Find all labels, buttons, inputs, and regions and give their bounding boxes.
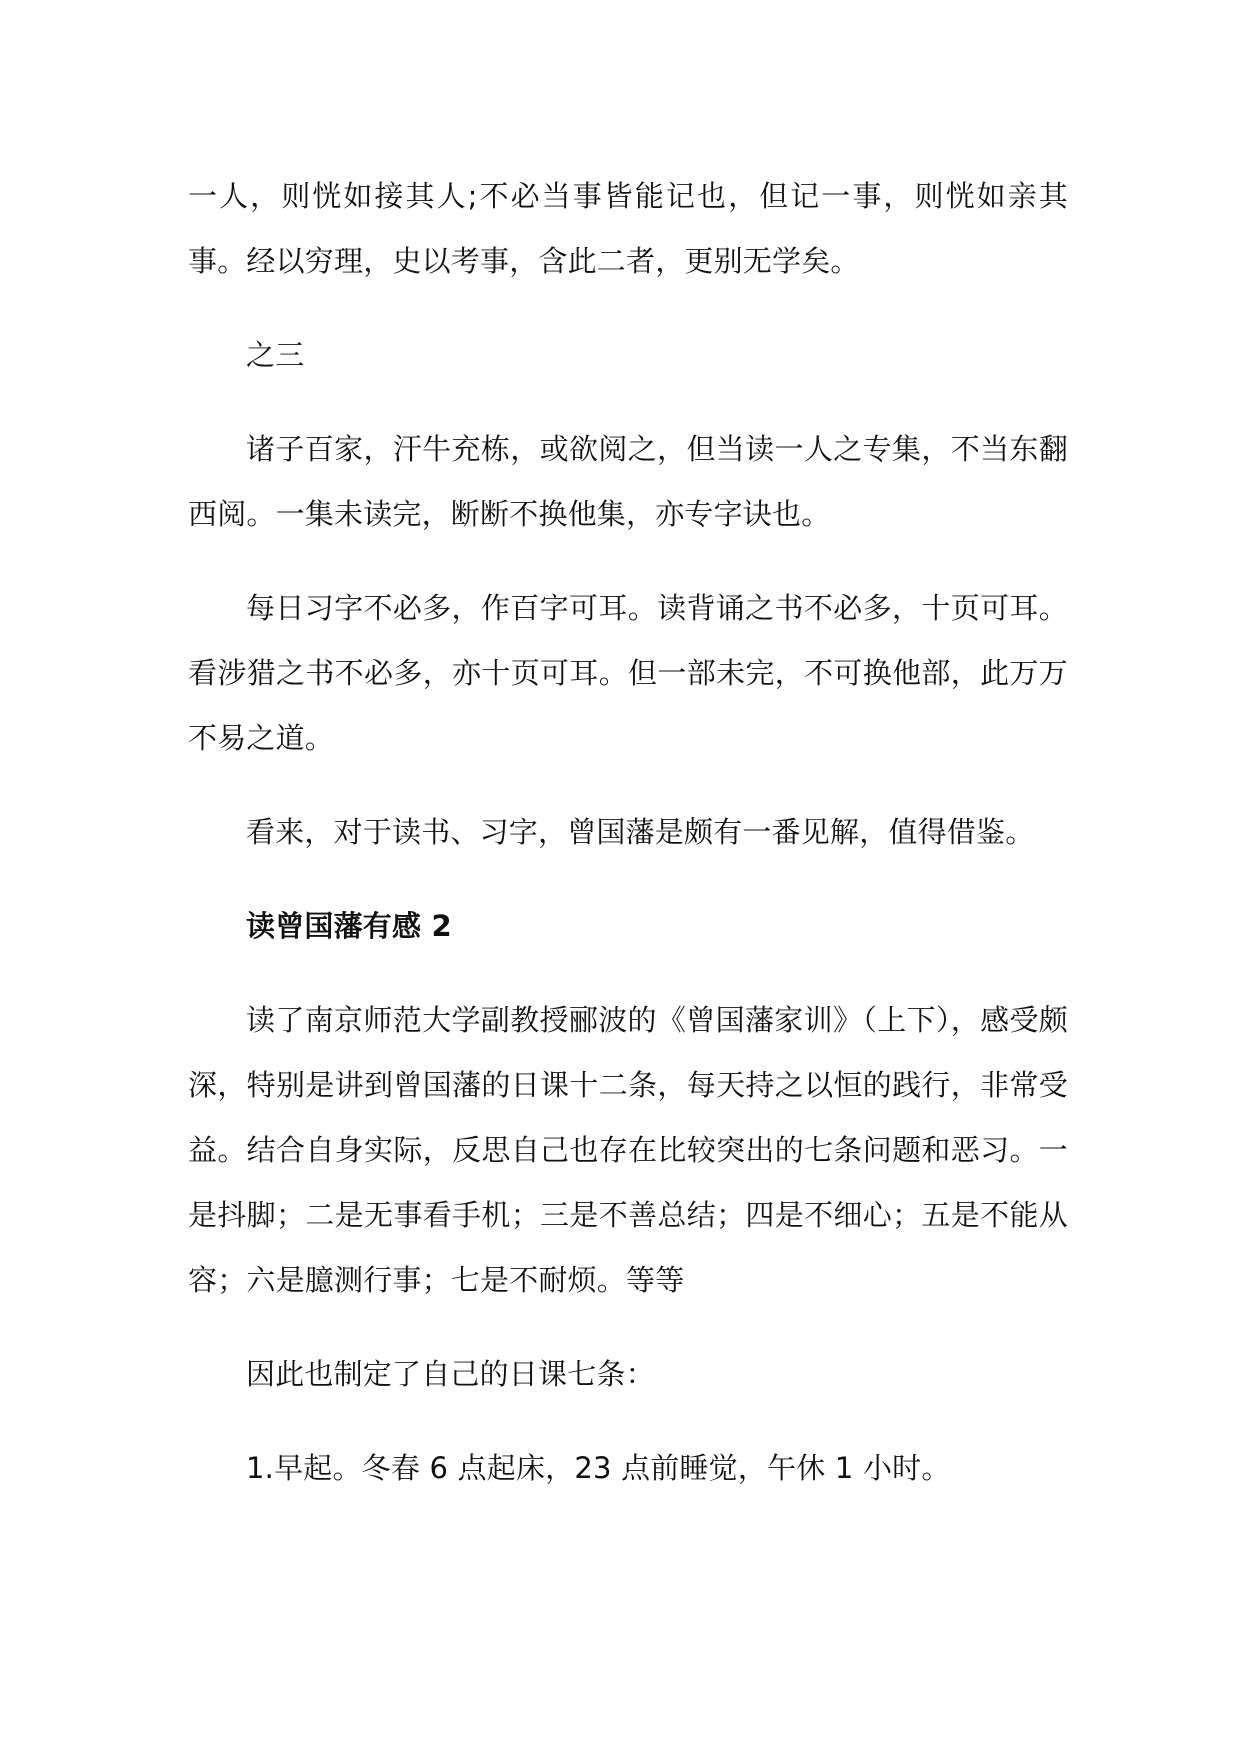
list-item: 1.早起。冬春 6 点起床，23 点前睡觉，午休 1 小时。 [246, 1451, 951, 1485]
paragraph-continued: 一人，则恍如接其人;不必当事皆能记也，但记一事，则恍如亲其事。经以穷理，史以考事，含此二者，更别无学矣。 [188, 179, 1068, 278]
paragraph: 因此也制定了自己的日课七条： [246, 1357, 655, 1391]
paragraph: 读了南京师范大学副教授郦波的《曾国藩家训》（上下），感受颇深，特别是讲到曾国藩的日课十二条，每天持之以恒的践行，非常受益。结合自身实际，反思自己也存在比较突出的七条问题和恶习。一是抖脚；二是无事看手机；三是不善总结；四是不细心；五是不能从容；六是臆测行事；七是不耐烦。等等 [188, 1003, 1068, 1297]
paragraph: 看来，对于读书、习字，曾国藩是颇有一番见解，值得借鉴。 [246, 815, 1035, 849]
paragraph: 每日习字不必多，作百字可耳。读背诵之书不必多，十页可耳。看涉猎之书不必多，亦十页可耳。但一部未完，不可换他部，此万万不易之道。 [188, 591, 1068, 755]
section-label: 之三 [246, 338, 305, 372]
paragraph: 诸子百家，汗牛充栋，或欲阅之，但当读一人之专集，不当东翻西阅。一集未读完，断断不换他集，亦专字诀也。 [188, 432, 1068, 531]
document-page [188, 164, 1068, 1530]
section-heading: 读曾国藩有感 2 [246, 909, 452, 943]
